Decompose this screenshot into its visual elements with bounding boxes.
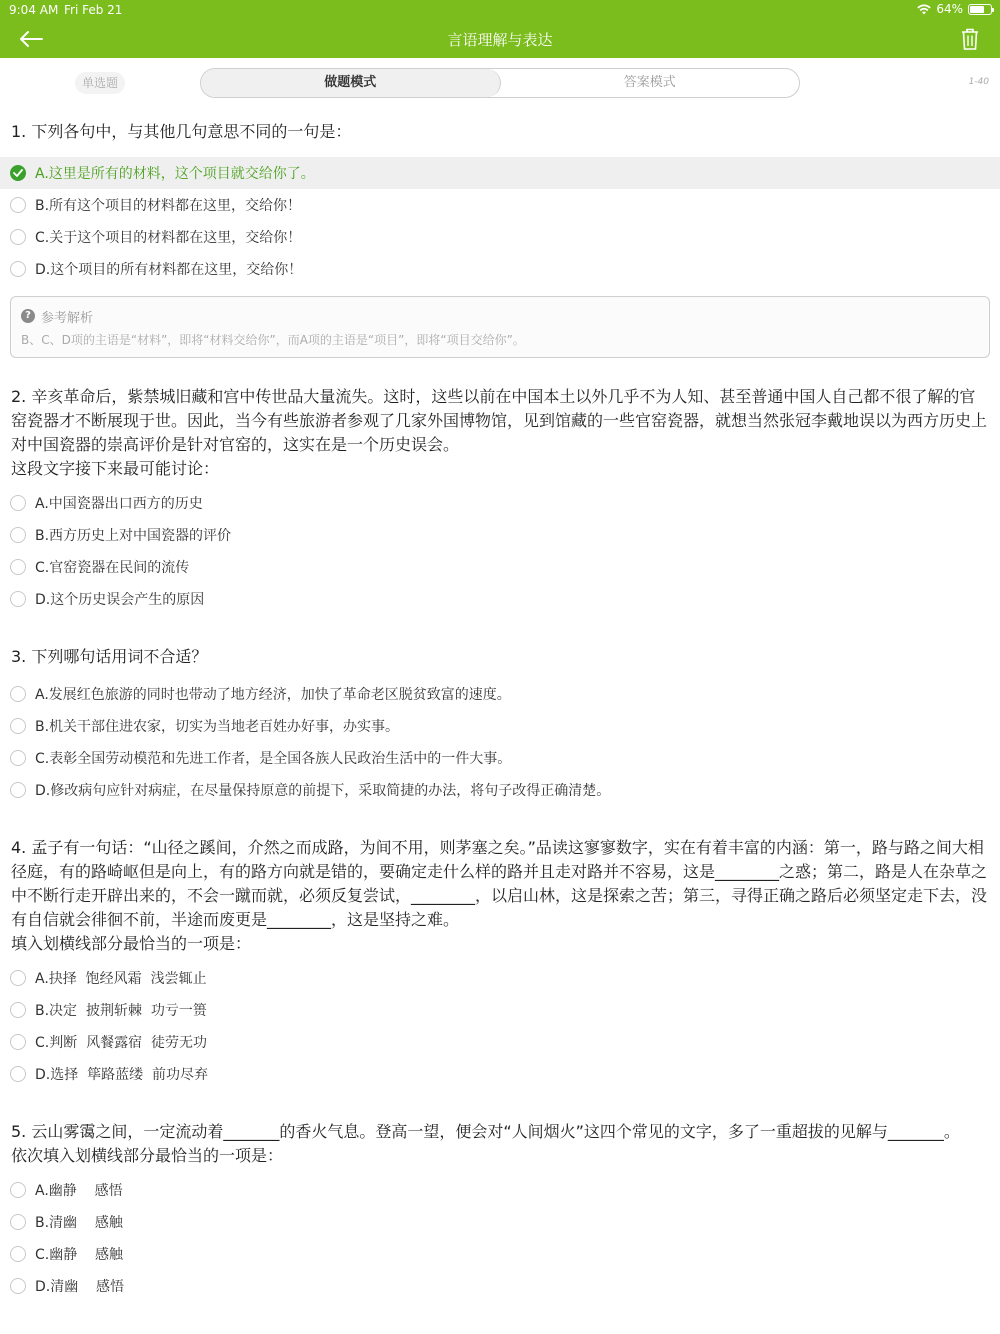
- radio-icon: [10, 718, 26, 734]
- option-label: B.机关干部住进农家，切实为当地老百姓办好事，办实事。: [35, 719, 400, 735]
- page-title: 言语理解与表达: [447, 31, 553, 49]
- option-c[interactable]: [0, 1026, 1000, 1058]
- radio-icon: [10, 1182, 26, 1198]
- option-label: B.清幽 感触: [35, 1215, 123, 1231]
- analysis-text: B、C、D项的主语是“材料”，即将“材料交给你”，而A项的主语是“项目”，即将“项目交给你”。: [21, 333, 525, 347]
- option-a[interactable]: [0, 1174, 1000, 1206]
- status-bar: [0, 0, 1000, 20]
- option-a[interactable]: [0, 157, 1000, 189]
- option-label: A.发展红色旅游的同时也带动了地方经济，加快了革命老区脱贫致富的速度。: [35, 687, 511, 703]
- radio-icon: [10, 527, 26, 543]
- battery-percent: 64%: [936, 2, 963, 16]
- option-a[interactable]: [0, 962, 1000, 994]
- option-b[interactable]: [0, 189, 1000, 221]
- nav-bar: [0, 20, 1000, 58]
- option-d[interactable]: [0, 1058, 1000, 1090]
- question-stem: 4. 孟子有一句话：“山径之蹊间，介然之而成路，为间不用，则茅塞之矣。”品读这寥寥数字，实在有着丰富的内涵：第一，路与路之间大相径庭，有的路崎岖但是向上，有的路方向就是错的，要确定走什么样的路并且走对路并不容易，这是________之惑；第二，路是人在杂草之中不断行走开辟出来的，不会一蹴而就，必须反复尝试，________，以启山林，这是探索之苦；第三，寻得正确之路后必须坚定走下去，没有自信就会徘徊不前，半途而废更是________，这是坚持之难。 填入划横线部分最恰当的一项是：: [11, 838, 988, 953]
- radio-icon: [10, 1214, 26, 1230]
- radio-icon: [10, 229, 26, 245]
- option-c[interactable]: [0, 551, 1000, 583]
- option-label: D.修改病句应针对病症，在尽量保持原意的前提下，采取简捷的办法，将句子改得正确清楚。: [35, 783, 611, 799]
- option-a[interactable]: [0, 678, 1000, 710]
- radio-icon: [10, 1034, 26, 1050]
- option-label: A.中国瓷器出口西方的历史: [35, 496, 203, 512]
- question-stem: 1. 下列各句中，与其他几句意思不同的一句是：: [11, 122, 352, 141]
- option-d[interactable]: [0, 774, 1000, 806]
- question-icon: ?: [21, 309, 35, 323]
- radio-icon: [10, 261, 26, 277]
- wifi-icon: [917, 4, 931, 15]
- option-label: D.选择 筚路蓝缕 前功尽弃: [35, 1067, 209, 1083]
- radio-icon: [10, 559, 26, 575]
- option-label: D.这个项目的所有材料都在这里，交给你！: [35, 262, 303, 278]
- radio-icon: [10, 197, 26, 213]
- question-2: [0, 385, 1000, 615]
- question-stem: 2. 辛亥革命后，紫禁城旧藏和宫中传世品大量流失。这时，这些以前在中国本土以外几乎不为人知、甚至普通中国人自己都不很了解的官窑瓷器才不断展现于世。因此，当今有些旅游者参观了几家外国博物馆，见到馆藏的一些官窑瓷器，就想当然张冠李戴地误以为西方历史上对中国瓷器的崇高评价是针对官窑的，这实在是一个历史误会。 这段文字接下来最可能讨论：: [11, 387, 988, 478]
- status-time: 9:04 AM: [9, 3, 59, 17]
- option-a[interactable]: [0, 487, 1000, 519]
- option-label: A.幽静 感悟: [35, 1183, 123, 1199]
- status-right: [917, 2, 992, 16]
- radio-icon: [10, 1278, 26, 1294]
- option-label: A.这里是所有的材料，这个项目就交给你了。: [35, 166, 315, 182]
- status-date: Fri Feb 21: [64, 3, 123, 17]
- option-c[interactable]: [0, 221, 1000, 253]
- option-b[interactable]: [0, 519, 1000, 551]
- radio-icon: [10, 686, 26, 702]
- question-type-badge: 单选题: [75, 72, 125, 94]
- radio-icon: [10, 1066, 26, 1082]
- analysis-box: [10, 296, 990, 358]
- radio-icon: [10, 970, 26, 986]
- battery-icon: [968, 4, 992, 15]
- option-b[interactable]: [0, 994, 1000, 1026]
- option-label: B.西方历史上对中国瓷器的评价: [35, 528, 232, 544]
- question-3: [0, 645, 1000, 806]
- option-d[interactable]: [0, 253, 1000, 285]
- option-d[interactable]: [0, 1270, 1000, 1302]
- radio-icon: [10, 1246, 26, 1262]
- radio-icon: [10, 495, 26, 511]
- option-label: C.幽静 感触: [35, 1247, 124, 1263]
- radio-icon: [10, 591, 26, 607]
- option-label: A.抉择 饱经风霜 浅尝辄止: [35, 971, 207, 987]
- radio-icon: [10, 1002, 26, 1018]
- tab-answer-mode[interactable]: 答案模式: [623, 75, 676, 90]
- option-label: C.判断 风餐露宿 徒劳无功: [35, 1035, 208, 1051]
- analysis-title: 参考解析: [41, 311, 94, 326]
- question-range: 1-40: [968, 77, 989, 87]
- question-stem: 3. 下列哪句话用词不合适？: [11, 647, 208, 666]
- question-4: [0, 836, 1000, 1090]
- option-c[interactable]: [0, 742, 1000, 774]
- radio-icon: [10, 782, 26, 798]
- option-b[interactable]: [0, 710, 1000, 742]
- question-5: [0, 1120, 1000, 1302]
- trash-icon[interactable]: [960, 27, 980, 51]
- option-label: B.所有这个项目的材料都在这里，交给你！: [35, 198, 302, 214]
- option-label: B.决定 披荆斩棘 功亏一篑: [35, 1003, 207, 1019]
- check-icon: [10, 165, 26, 181]
- tab-practice-mode[interactable]: 做题模式: [201, 69, 501, 97]
- option-label: C.表彰全国劳动模范和先进工作者，是全国各族人民政治生活中的一件大事。: [35, 751, 512, 767]
- option-label: C.关于这个项目的材料都在这里，交给你！: [35, 230, 302, 246]
- option-label: C.官窑瓷器在民间的流传: [35, 560, 190, 576]
- question-1: [0, 120, 1000, 358]
- question-stem: 5. 云山雾霭之间，一定流动着_______的香火气息。登高一望，便会对“人间烟火”这四个常见的文字，多了一重超拔的见解与_______。 依次填入划横线部分最恰当的一项是：: [11, 1122, 960, 1165]
- option-c[interactable]: [0, 1238, 1000, 1270]
- option-d[interactable]: [0, 583, 1000, 615]
- option-b[interactable]: [0, 1206, 1000, 1238]
- mode-segmented-control: [200, 68, 800, 98]
- radio-icon: [10, 750, 26, 766]
- option-label: D.这个历史误会产生的原因: [35, 592, 205, 608]
- option-label: D.清幽 感悟: [35, 1279, 125, 1295]
- mode-bar: [0, 58, 1000, 108]
